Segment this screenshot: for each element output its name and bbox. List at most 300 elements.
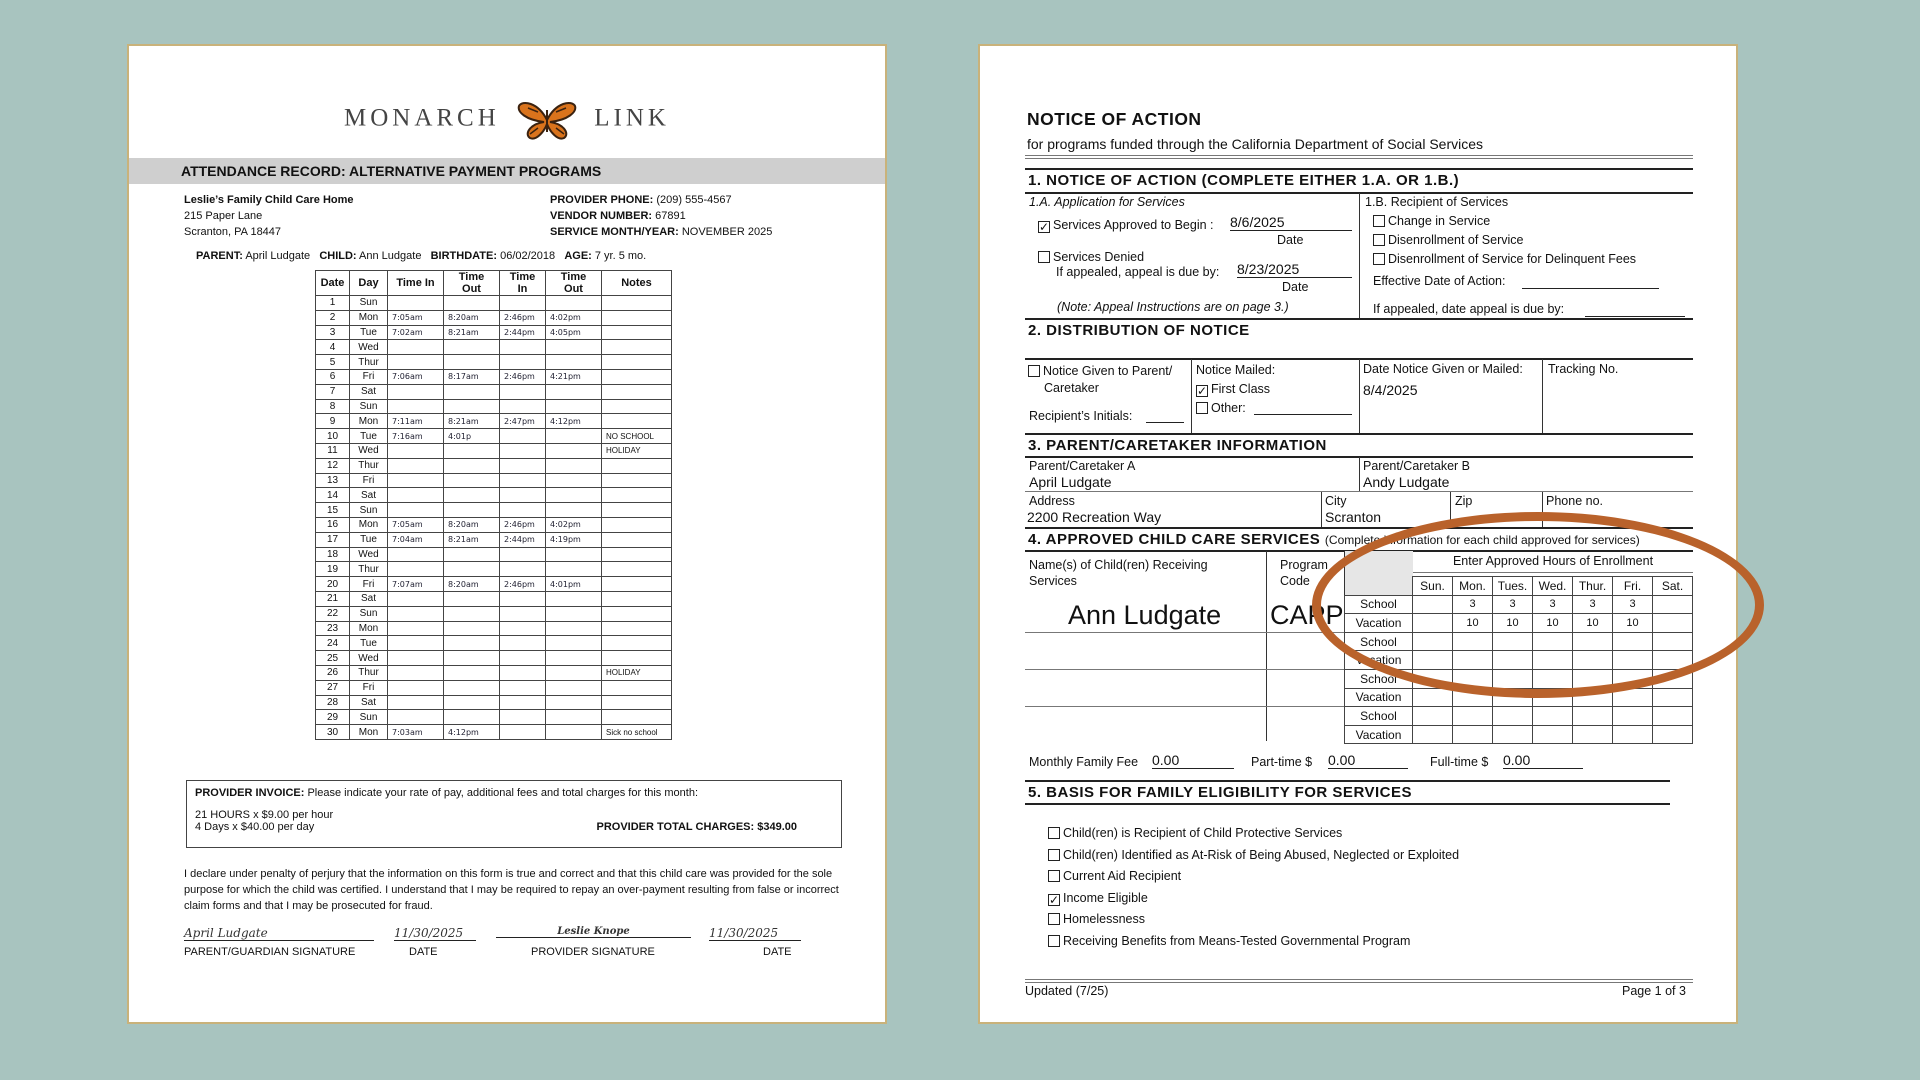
caretaker-label: Caretaker <box>1044 381 1099 395</box>
attendance-cell <box>602 355 672 370</box>
attendance-cell <box>388 296 444 311</box>
attendance-cell: 4:05pm <box>546 325 602 340</box>
attendance-cell <box>602 636 672 651</box>
attendance-cell: Wed <box>350 547 388 562</box>
disenrollment-checkbox[interactable] <box>1373 234 1385 246</box>
services-approved-checkbox[interactable]: ✓ <box>1039 220 1050 234</box>
hours-cell <box>1533 725 1573 744</box>
attendance-cell <box>500 458 546 473</box>
schedule-type: School <box>1345 595 1413 614</box>
initials-label: Recipient’s Initials: <box>1029 409 1133 423</box>
attendance-cell: 7:02am <box>388 325 444 340</box>
full-time-value: 0.00 <box>1503 752 1583 769</box>
page-number-footer: Page 1 of 3 <box>1622 984 1686 998</box>
date-label-2: DATE <box>763 946 792 958</box>
program-code-label: Program Code <box>1280 558 1328 588</box>
attendance-cell <box>444 340 500 355</box>
attendance-cell <box>500 710 546 725</box>
service-month: NOVEMBER 2025 <box>681 226 773 238</box>
attendance-cell: 4:01p <box>444 429 500 444</box>
appeal-b-label: If appealed, date appeal is due by: <box>1373 302 1565 316</box>
attendance-cell: 28 <box>316 695 350 710</box>
eligibility-label: Child(ren) Identified as At-Risk of Being Abused, Neglected or Exploited <box>1063 847 1460 862</box>
eligibility-checkbox[interactable] <box>1048 827 1060 839</box>
attendance-row <box>316 443 672 458</box>
declaration-text: I declare under penalty of perjury that the information on this form is true and correct and that this child care was provided for the sole purpose for which the child was certified. I understand that I may be required to repay an over-payment resulting from false or incorrect claim forms and that I may be prosecuted for fraud. <box>184 868 839 912</box>
attendance-cell: Sun <box>350 399 388 414</box>
disenrollment-row: Disenrollment of Service <box>1373 233 1523 247</box>
schedule-type: Vacation <box>1345 725 1413 744</box>
attendance-cell: Tue <box>350 636 388 651</box>
attendance-cell <box>388 355 444 370</box>
attendance-row <box>316 369 672 384</box>
attendance-cell <box>546 488 602 503</box>
day-header-1: Mon. <box>1453 577 1493 596</box>
attendance-cell: 8:20am <box>444 517 500 532</box>
attendance-cell <box>602 488 672 503</box>
attendance-cell <box>546 429 602 444</box>
eligibility-basis-list <box>1048 826 1459 955</box>
attendance-cell <box>546 458 602 473</box>
attendance-cell <box>388 562 444 577</box>
disenrollment-fees-row: Disenrollment of Service for Delinquent Fees <box>1373 252 1636 266</box>
attendance-cell <box>500 606 546 621</box>
attendance-cell <box>388 710 444 725</box>
hours-cell <box>1413 688 1453 707</box>
provider-info <box>184 192 354 240</box>
attendance-row <box>316 665 672 680</box>
eligibility-checkbox[interactable] <box>1048 870 1060 882</box>
attendance-cell <box>388 340 444 355</box>
hours-row <box>1345 707 1693 726</box>
attendance-cell <box>388 443 444 458</box>
attendance-cell: 26 <box>316 665 350 680</box>
provider-details <box>550 192 772 240</box>
hours-cell: 3 <box>1493 595 1533 614</box>
attendance-cell <box>444 503 500 518</box>
attendance-cell <box>602 310 672 325</box>
effective-date-field <box>1522 288 1659 289</box>
attendance-cell <box>388 384 444 399</box>
section-1-heading: 1. NOTICE OF ACTION (COMPLETE EITHER 1.A. OR 1.B.) <box>1028 172 1460 189</box>
attendance-cell <box>546 443 602 458</box>
attendance-cell: 4:02pm <box>546 310 602 325</box>
eligibility-checkbox[interactable] <box>1048 913 1060 925</box>
attendance-cell <box>546 665 602 680</box>
attendance-cell <box>388 636 444 651</box>
attendance-cell: Tue <box>350 325 388 340</box>
attendance-cell: 24 <box>316 636 350 651</box>
attendance-cell <box>444 651 500 666</box>
attendance-cell <box>388 473 444 488</box>
attendance-header-0: Date <box>316 271 350 296</box>
section-1b-label: 1.B. Recipient of Services <box>1365 195 1509 209</box>
eligibility-label: Current Aid Recipient <box>1063 869 1182 883</box>
attendance-cell <box>500 296 546 311</box>
attendance-cell: 4:12pm <box>546 414 602 429</box>
eligibility-checkbox[interactable] <box>1048 849 1060 861</box>
attendance-cell <box>602 503 672 518</box>
attendance-cell <box>500 488 546 503</box>
schedule-type: School <box>1345 707 1413 726</box>
eligibility-item <box>1048 848 1459 870</box>
hours-cell <box>1653 688 1693 707</box>
notice-mailed-label: Notice Mailed: <box>1196 363 1276 377</box>
attendance-cell: 18 <box>316 547 350 562</box>
attendance-cell: Sat <box>350 488 388 503</box>
hours-cell: 3 <box>1573 595 1613 614</box>
eligibility-label: Income Eligible <box>1063 890 1148 905</box>
provider-address2: Scranton, PA 18447 <box>184 226 282 238</box>
approved-date: 8/6/2025 <box>1230 214 1352 231</box>
attendance-cell <box>546 503 602 518</box>
attendance-cell: 7:03am <box>388 725 444 740</box>
attendance-cell <box>546 296 602 311</box>
disenrollment-fees-checkbox[interactable] <box>1373 253 1385 265</box>
attendance-cell: 7 <box>316 384 350 399</box>
attendance-cell: 2:47pm <box>500 414 546 429</box>
eligibility-checkbox[interactable] <box>1048 935 1060 947</box>
attendance-row <box>316 296 672 311</box>
attendance-cell <box>602 621 672 636</box>
day-header-5: Fri. <box>1613 577 1653 596</box>
hours-row <box>1345 725 1693 744</box>
section-4-note: (Complete information for each child approved for services) <box>1324 533 1640 547</box>
attendance-cell: Wed <box>350 340 388 355</box>
attendance-cell <box>444 562 500 577</box>
attendance-cell <box>444 443 500 458</box>
hours-cell: 10 <box>1613 614 1653 633</box>
attendance-cell: Mon <box>350 414 388 429</box>
attendance-header-5: Time Out <box>546 271 602 296</box>
attendance-cell <box>602 414 672 429</box>
attendance-cell <box>602 577 672 592</box>
attendance-cell: Sat <box>350 384 388 399</box>
attendance-cell <box>602 369 672 384</box>
hours-cell <box>1413 725 1453 744</box>
attendance-cell <box>546 695 602 710</box>
attendance-cell: 2:46pm <box>500 310 546 325</box>
monthly-fee-value: 0.00 <box>1152 752 1234 769</box>
attendance-cell <box>444 355 500 370</box>
attendance-cell <box>388 621 444 636</box>
attendance-title: ATTENDANCE RECORD: ALTERNATIVE PAYMENT PROGRAMS <box>129 158 885 184</box>
attendance-row <box>316 355 672 370</box>
attendance-cell: 7:11am <box>388 414 444 429</box>
attendance-row <box>316 695 672 710</box>
attendance-cell <box>602 591 672 606</box>
attendance-cell: 8 <box>316 399 350 414</box>
day-header-0: Sun. <box>1413 577 1453 596</box>
effective-date-label: Effective Date of Action: <box>1373 274 1506 288</box>
attendance-cell: 30 <box>316 725 350 740</box>
attendance-cell <box>444 665 500 680</box>
hours-cell: 3 <box>1533 595 1573 614</box>
attendance-cell <box>444 710 500 725</box>
attendance-cell <box>500 443 546 458</box>
eligibility-label: Receiving Benefits from Means-Tested Governmental Program <box>1063 933 1411 948</box>
change-service-checkbox[interactable] <box>1373 215 1385 227</box>
attendance-cell <box>546 355 602 370</box>
attendance-cell <box>546 562 602 577</box>
hours-cell <box>1653 725 1693 744</box>
attendance-cell: 23 <box>316 621 350 636</box>
attendance-cell <box>546 710 602 725</box>
attendance-cell: 10 <box>316 429 350 444</box>
date-caption-2: Date <box>1282 280 1309 294</box>
attendance-cell: Sick no school <box>602 725 672 740</box>
attendance-cell: Fri <box>350 473 388 488</box>
parent-signature-date: 11/30/2025 <box>394 926 476 941</box>
attendance-cell: 7:16am <box>388 429 444 444</box>
child-name: Ann Ludgate <box>359 250 422 262</box>
other-field <box>1254 414 1352 415</box>
attendance-cell: 1 <box>316 296 350 311</box>
attendance-cell: 2:44pm <box>500 532 546 547</box>
attendance-cell: 7:04am <box>388 532 444 547</box>
logo-text-left: MONARCH <box>343 104 500 132</box>
eligibility-checkbox[interactable]: ✓ <box>1049 892 1060 907</box>
butterfly-icon <box>516 98 578 142</box>
attendance-cell <box>546 473 602 488</box>
section-3-heading: 3. PARENT/CARETAKER INFORMATION <box>1028 437 1327 454</box>
attendance-cell: 8:17am <box>444 369 500 384</box>
attendance-row <box>316 340 672 355</box>
schedule-type: Vacation <box>1345 614 1413 633</box>
parent-a-label: Parent/Caretaker A <box>1029 459 1136 473</box>
attendance-cell <box>546 340 602 355</box>
attendance-cell: 4:01pm <box>546 577 602 592</box>
program-code-value: CAPP <box>1270 600 1344 630</box>
attendance-cell <box>500 562 546 577</box>
attendance-cell <box>546 725 602 740</box>
attendance-cell: 7:05am <box>388 310 444 325</box>
attendance-cell: 17 <box>316 532 350 547</box>
attendance-cell: 7:06am <box>388 369 444 384</box>
hours-cell <box>1653 707 1693 726</box>
provider-invoice: PROVIDER INVOICE: Please indicate your rate of pay, additional fees and total charges for this month: 21 HOURS x $9.00 per hour 4 Days x $40.00 per day PROVIDER TOTAL CHARGES: $349.00 <box>186 780 842 848</box>
attendance-cell: NO SCHOOL <box>602 429 672 444</box>
attendance-cell <box>500 651 546 666</box>
attendance-row <box>316 547 672 562</box>
attendance-cell: 27 <box>316 680 350 695</box>
attendance-cell <box>388 665 444 680</box>
vendor-number: 67891 <box>655 210 686 222</box>
child-name-noa: Ann Ludgate <box>1068 600 1222 630</box>
attendance-row <box>316 636 672 651</box>
initials-field <box>1146 422 1184 423</box>
attendance-cell: 8:21am <box>444 532 500 547</box>
schedule-type: Vacation <box>1345 651 1413 670</box>
attendance-header-6: Notes <box>602 271 672 296</box>
logo-text-right: LINK <box>594 104 670 132</box>
address-label: Address <box>1029 494 1075 508</box>
attendance-cell <box>388 591 444 606</box>
date-caption-1: Date <box>1277 233 1304 247</box>
zip-label: Zip <box>1455 494 1473 508</box>
attendance-cell: Sun <box>350 606 388 621</box>
attendance-cell <box>500 399 546 414</box>
eligibility-label: Homelessness <box>1063 912 1145 926</box>
attendance-cell: 8:21am <box>444 414 500 429</box>
attendance-cell <box>500 503 546 518</box>
attendance-row <box>316 725 672 740</box>
section-5-heading: 5. BASIS FOR FAMILY ELIGIBILITY FOR SERVICES <box>1028 784 1413 801</box>
attendance-row <box>316 591 672 606</box>
attendance-cell <box>546 636 602 651</box>
attendance-cell: Fri <box>350 680 388 695</box>
eligibility-item <box>1048 934 1459 956</box>
attendance-cell <box>444 458 500 473</box>
appeal-b-field <box>1585 316 1685 317</box>
attendance-cell: 2:46pm <box>500 577 546 592</box>
attendance-header-1: Day <box>350 271 388 296</box>
attendance-cell: 19 <box>316 562 350 577</box>
attendance-row <box>316 621 672 636</box>
attendance-cell: 2:44pm <box>500 325 546 340</box>
parent-signature: April Ludgate <box>184 926 374 941</box>
hours-cell <box>1493 725 1533 744</box>
attendance-cell: HOLIDAY <box>602 443 672 458</box>
provider-signature-label: PROVIDER SIGNATURE <box>531 946 655 958</box>
attendance-cell <box>500 621 546 636</box>
parent-b-label: Parent/Caretaker B <box>1363 459 1470 473</box>
noa-title: NOTICE OF ACTION <box>1027 109 1202 129</box>
attendance-cell <box>500 636 546 651</box>
attendance-cell <box>602 606 672 621</box>
part-time-label: Part-time $ <box>1251 755 1313 769</box>
attendance-row <box>316 414 672 429</box>
appeal-note: (Note: Appeal Instructions are on page 3.) <box>1057 300 1289 314</box>
attendance-cell <box>388 547 444 562</box>
attendance-cell <box>444 680 500 695</box>
attendance-cell <box>444 621 500 636</box>
attendance-row <box>316 399 672 414</box>
attendance-cell <box>444 591 500 606</box>
attendance-row <box>316 429 672 444</box>
city-value: Scranton <box>1325 509 1382 525</box>
attendance-cell <box>500 680 546 695</box>
attendance-row <box>316 384 672 399</box>
attendance-row <box>316 503 672 518</box>
attendance-cell: 13 <box>316 473 350 488</box>
attendance-header-4: Time In <box>500 271 546 296</box>
attendance-cell <box>388 651 444 666</box>
attendance-cell <box>500 473 546 488</box>
attendance-cell: 12 <box>316 458 350 473</box>
attendance-cell <box>602 384 672 399</box>
attendance-cell <box>388 458 444 473</box>
attendance-row <box>316 606 672 621</box>
attendance-cell <box>546 651 602 666</box>
hours-cell: 10 <box>1493 614 1533 633</box>
attendance-cell <box>602 458 672 473</box>
given-to-parent-checkbox[interactable] <box>1028 365 1040 377</box>
parent-signature-label: PARENT/GUARDIAN SIGNATURE <box>184 946 356 958</box>
attendance-cell <box>444 636 500 651</box>
eligibility-item <box>1048 912 1459 934</box>
attendance-cell <box>546 547 602 562</box>
attendance-cell <box>500 384 546 399</box>
date-label-1: DATE <box>409 946 438 958</box>
attendance-cell: Sun <box>350 296 388 311</box>
attendance-cell <box>500 665 546 680</box>
child-info-line: PARENT: April Ludgate CHILD: Ann Ludgate BIRTHDATE: 06/02/2018 AGE: 7 yr. 5 mo. <box>196 250 647 262</box>
attendance-cell <box>500 725 546 740</box>
attendance-cell: 2:46pm <box>500 517 546 532</box>
attendance-cell <box>500 591 546 606</box>
attendance-cell <box>388 488 444 503</box>
attendance-cell <box>602 399 672 414</box>
day-header-6: Sat. <box>1653 577 1693 596</box>
attendance-row <box>316 325 672 340</box>
monthly-fee-label: Monthly Family Fee <box>1029 755 1139 769</box>
attendance-row <box>316 532 672 547</box>
provider-phone: (209) 555-4567 <box>656 194 732 206</box>
attendance-cell: 4:19pm <box>546 532 602 547</box>
other-checkbox[interactable] <box>1196 402 1208 414</box>
tracking-label: Tracking No. <box>1548 362 1619 376</box>
attendance-cell <box>602 710 672 725</box>
attendance-cell: 7:05am <box>388 517 444 532</box>
attendance-cell: 2 <box>316 310 350 325</box>
monarch-link-logo <box>129 98 885 142</box>
attendance-cell: 4:21pm <box>546 369 602 384</box>
first-class-checkbox[interactable]: ✓ <box>1197 384 1208 398</box>
other-row: Other: <box>1196 401 1246 415</box>
attendance-cell <box>602 325 672 340</box>
attendance-cell <box>602 296 672 311</box>
attendance-cell: Wed <box>350 651 388 666</box>
highlight-oval <box>1312 512 1764 698</box>
invoice-line-hours: 21 HOURS x $9.00 per hour <box>195 809 334 821</box>
attendance-row <box>316 488 672 503</box>
attendance-cell <box>546 621 602 636</box>
attendance-cell <box>444 384 500 399</box>
attendance-cell <box>546 606 602 621</box>
attendance-cell: Sun <box>350 503 388 518</box>
attendance-cell: 29 <box>316 710 350 725</box>
attendance-cell: 8:21am <box>444 325 500 340</box>
attendance-cell: 22 <box>316 606 350 621</box>
attendance-cell: 20 <box>316 577 350 592</box>
attendance-table <box>315 270 672 740</box>
attendance-cell: Tue <box>350 429 388 444</box>
updated-footer: Updated (7/25) <box>1025 984 1109 998</box>
attendance-cell: Fri <box>350 577 388 592</box>
eligibility-item <box>1048 891 1459 913</box>
attendance-cell: 3 <box>316 325 350 340</box>
attendance-cell <box>602 547 672 562</box>
enter-hours-label: Enter Approved Hours of Enrollment <box>1452 554 1654 568</box>
invoice-line-days: 4 Days x $40.00 per day <box>195 821 315 833</box>
hours-cell <box>1573 725 1613 744</box>
change-service-row: Change in Service <box>1373 214 1490 228</box>
attendance-cell: Mon <box>350 725 388 740</box>
attendance-cell <box>388 695 444 710</box>
attendance-cell: Tue <box>350 532 388 547</box>
attendance-cell: 9 <box>316 414 350 429</box>
attendance-cell: Thur <box>350 458 388 473</box>
attendance-cell: 4:12pm <box>444 725 500 740</box>
schedule-type: School <box>1345 669 1413 688</box>
attendance-cell <box>602 562 672 577</box>
services-denied-checkbox[interactable] <box>1038 251 1050 263</box>
attendance-cell: 8:20am <box>444 577 500 592</box>
attendance-row <box>316 651 672 666</box>
attendance-row <box>316 310 672 325</box>
attendance-row <box>316 458 672 473</box>
